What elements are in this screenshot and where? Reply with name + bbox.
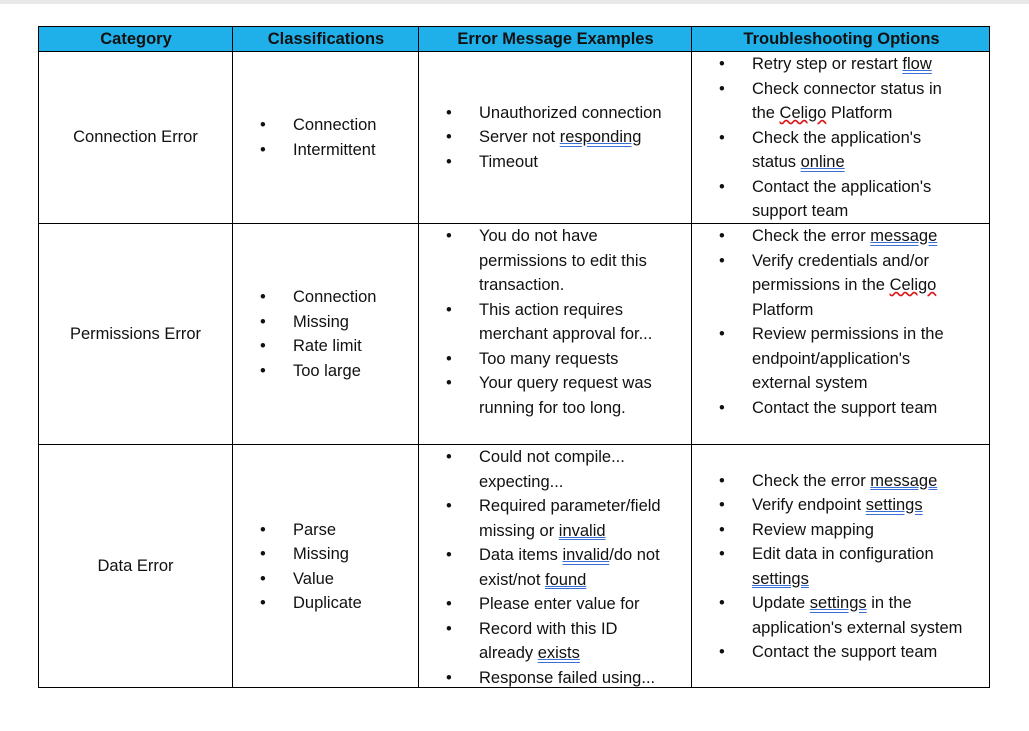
list-item-line: • Review mapping: [692, 518, 990, 543]
list-item-line: [692, 567, 990, 592]
troubleshooting-cell: [692, 224, 990, 444]
list-item: [692, 249, 990, 323]
list-item-line: • Server not responding: [419, 125, 691, 150]
list-item-line: • Contact the support team: [692, 396, 990, 421]
list-item-line: • Value: [233, 567, 418, 592]
grammar-mark: settings: [752, 569, 809, 588]
category-cell: [39, 52, 232, 223]
list-item: [692, 542, 990, 591]
list-item: [233, 310, 418, 335]
list-item-line: • Check connector status in: [692, 77, 990, 102]
list-item-line: • Check the error message: [692, 469, 990, 494]
category-cell: [39, 445, 232, 688]
error-table: [38, 26, 990, 688]
spellcheck-mark: Celigo: [779, 104, 827, 122]
list-item-line: • Too many requests: [419, 347, 691, 372]
category-label: Data Error: [97, 557, 174, 575]
list-item: [233, 567, 418, 592]
list-item-line: • Data items invalid/do not: [419, 543, 691, 568]
list-item: [233, 113, 418, 138]
list-item-line: • This action requires: [419, 298, 691, 323]
list-item-line: permissions in the Celigo: [752, 276, 937, 294]
error-examples-cell: [419, 445, 691, 688]
troubleshooting-cell: [692, 445, 990, 688]
grammar-mark: invalid: [562, 546, 610, 564]
list-item-line: Platform: [752, 300, 814, 319]
list-item-line: • Response failed using...: [419, 666, 691, 691]
list-item: [692, 396, 990, 421]
list-item: [419, 371, 691, 420]
grammar-mark: responding: [559, 128, 642, 147]
classifications-cell-list: [233, 285, 418, 383]
list-item-line: missing or invalid: [479, 521, 606, 540]
error-examples-cell-list: [419, 445, 691, 690]
list-item: [419, 298, 691, 347]
list-item: [692, 52, 990, 77]
classifications-cell: [233, 52, 418, 223]
list-item-line: • Could not compile...: [419, 445, 691, 470]
list-item: [233, 285, 418, 310]
list-item-line: • Unauthorized connection: [419, 101, 691, 126]
list-item: [233, 138, 418, 163]
list-item: [419, 445, 691, 494]
troubleshooting-cell-list: [692, 469, 990, 665]
list-item: [692, 493, 990, 518]
list-item: [692, 518, 990, 543]
grammar-mark: flow: [902, 55, 932, 73]
list-item: [419, 494, 691, 543]
list-item-line: • Check the application's: [692, 126, 990, 151]
classifications-cell: [233, 445, 418, 688]
classifications-cell-list: [233, 113, 418, 162]
list-item-line: • Contact the support team: [692, 640, 990, 665]
list-item-line: expecting...: [479, 472, 564, 491]
list-item: [419, 543, 691, 592]
list-item: [233, 591, 418, 616]
error-examples-cell-list: [419, 101, 691, 175]
list-item: [692, 126, 990, 175]
list-item: [419, 666, 691, 691]
list-item: [419, 617, 691, 666]
list-item: [419, 101, 691, 126]
list-item-line: • Duplicate: [233, 591, 418, 616]
list-item-line: • You do not have: [419, 224, 691, 249]
grammar-mark: settings: [809, 594, 867, 612]
list-item: [419, 150, 691, 175]
list-item: [692, 322, 990, 396]
list-item-line: endpoint/application's: [752, 349, 911, 368]
list-item-line: permissions to edit this: [479, 251, 647, 270]
classifications-cell-list: [233, 518, 418, 616]
grammar-mark: invalid: [558, 521, 606, 540]
header-error-examples: Error Message Examples: [457, 30, 654, 48]
list-item-line: • Update settings in the: [692, 591, 990, 616]
list-item: [692, 469, 990, 494]
header-troubleshooting: Troubleshooting Options: [743, 30, 940, 48]
list-item-line: • Connection: [233, 285, 418, 310]
list-item-line: status online: [752, 153, 845, 171]
list-item: [233, 518, 418, 543]
list-item-line: • Verify credentials and/or: [692, 249, 990, 274]
list-item-line: running for too long.: [479, 398, 626, 417]
list-item: [692, 224, 990, 249]
grammar-mark: settings: [865, 496, 923, 514]
list-item-line: • Parse: [233, 518, 418, 543]
grammar-mark: found: [545, 570, 587, 589]
list-item-line: • Retry step or restart flow: [692, 52, 990, 77]
list-item-line: • Your query request was: [419, 371, 691, 396]
list-item: [233, 334, 418, 359]
grammar-mark: online: [800, 153, 845, 171]
grammar-mark: message: [870, 227, 938, 245]
list-item: [419, 224, 691, 298]
list-item-line: • Verify endpoint settings: [692, 493, 990, 518]
list-item: [692, 175, 990, 224]
list-item-line: • Edit data in configuration: [692, 542, 990, 567]
list-item-line: • Rate limit: [233, 334, 418, 359]
error-examples-cell: [419, 224, 691, 444]
grammar-mark: exists: [537, 644, 580, 662]
list-item: [692, 77, 990, 126]
troubleshooting-cell: [692, 52, 990, 223]
list-item-line: external system: [752, 374, 868, 392]
list-item-line: • Too large: [233, 359, 418, 384]
list-item-line: the Celigo Platform: [752, 104, 893, 122]
error-examples-cell-list: [419, 224, 691, 420]
list-item-line: • Please enter value for: [419, 592, 691, 617]
list-item: [233, 542, 418, 567]
list-item-line: • Missing: [233, 310, 418, 335]
list-item-line: • Check the error message: [692, 224, 990, 249]
list-item-line: already exists: [479, 644, 580, 662]
list-item: [419, 125, 691, 150]
category-cell: [39, 224, 232, 444]
list-item-line: transaction.: [479, 276, 565, 294]
header-classifications: Classifications: [267, 30, 385, 48]
troubleshooting-cell-list: [692, 224, 990, 420]
category-label: Permissions Error: [69, 324, 202, 343]
list-item: [233, 359, 418, 384]
list-item-line: exist/not found: [479, 570, 587, 589]
list-item: [692, 640, 990, 665]
troubleshooting-cell-list: [692, 52, 990, 224]
spellcheck-mark: Celigo: [889, 276, 937, 294]
list-item-line: support team: [752, 202, 849, 220]
list-item-line: • Contact the application's: [692, 175, 990, 200]
top-bar: [0, 0, 1029, 4]
list-item-line: merchant approval for...: [479, 325, 653, 343]
list-item-line: • Timeout: [419, 150, 691, 175]
list-item-line: • Review permissions in the: [692, 322, 990, 347]
error-examples-cell: [419, 52, 691, 223]
grammar-mark: message: [870, 471, 938, 490]
list-item-line: • Connection: [233, 113, 418, 138]
list-item: [692, 591, 990, 640]
list-item-line: application's external system: [752, 618, 963, 637]
list-item-line: • Intermittent: [233, 138, 418, 163]
classifications-cell: [233, 224, 418, 444]
list-item: [419, 592, 691, 617]
list-item-line: • Missing: [233, 542, 418, 567]
header-category: Category: [100, 30, 172, 48]
list-item: [419, 347, 691, 372]
list-item-line: • Record with this ID: [419, 617, 691, 642]
list-item-line: • Required parameter/field: [419, 494, 691, 519]
category-label: Connection Error: [73, 128, 198, 146]
table-header: [39, 27, 989, 52]
